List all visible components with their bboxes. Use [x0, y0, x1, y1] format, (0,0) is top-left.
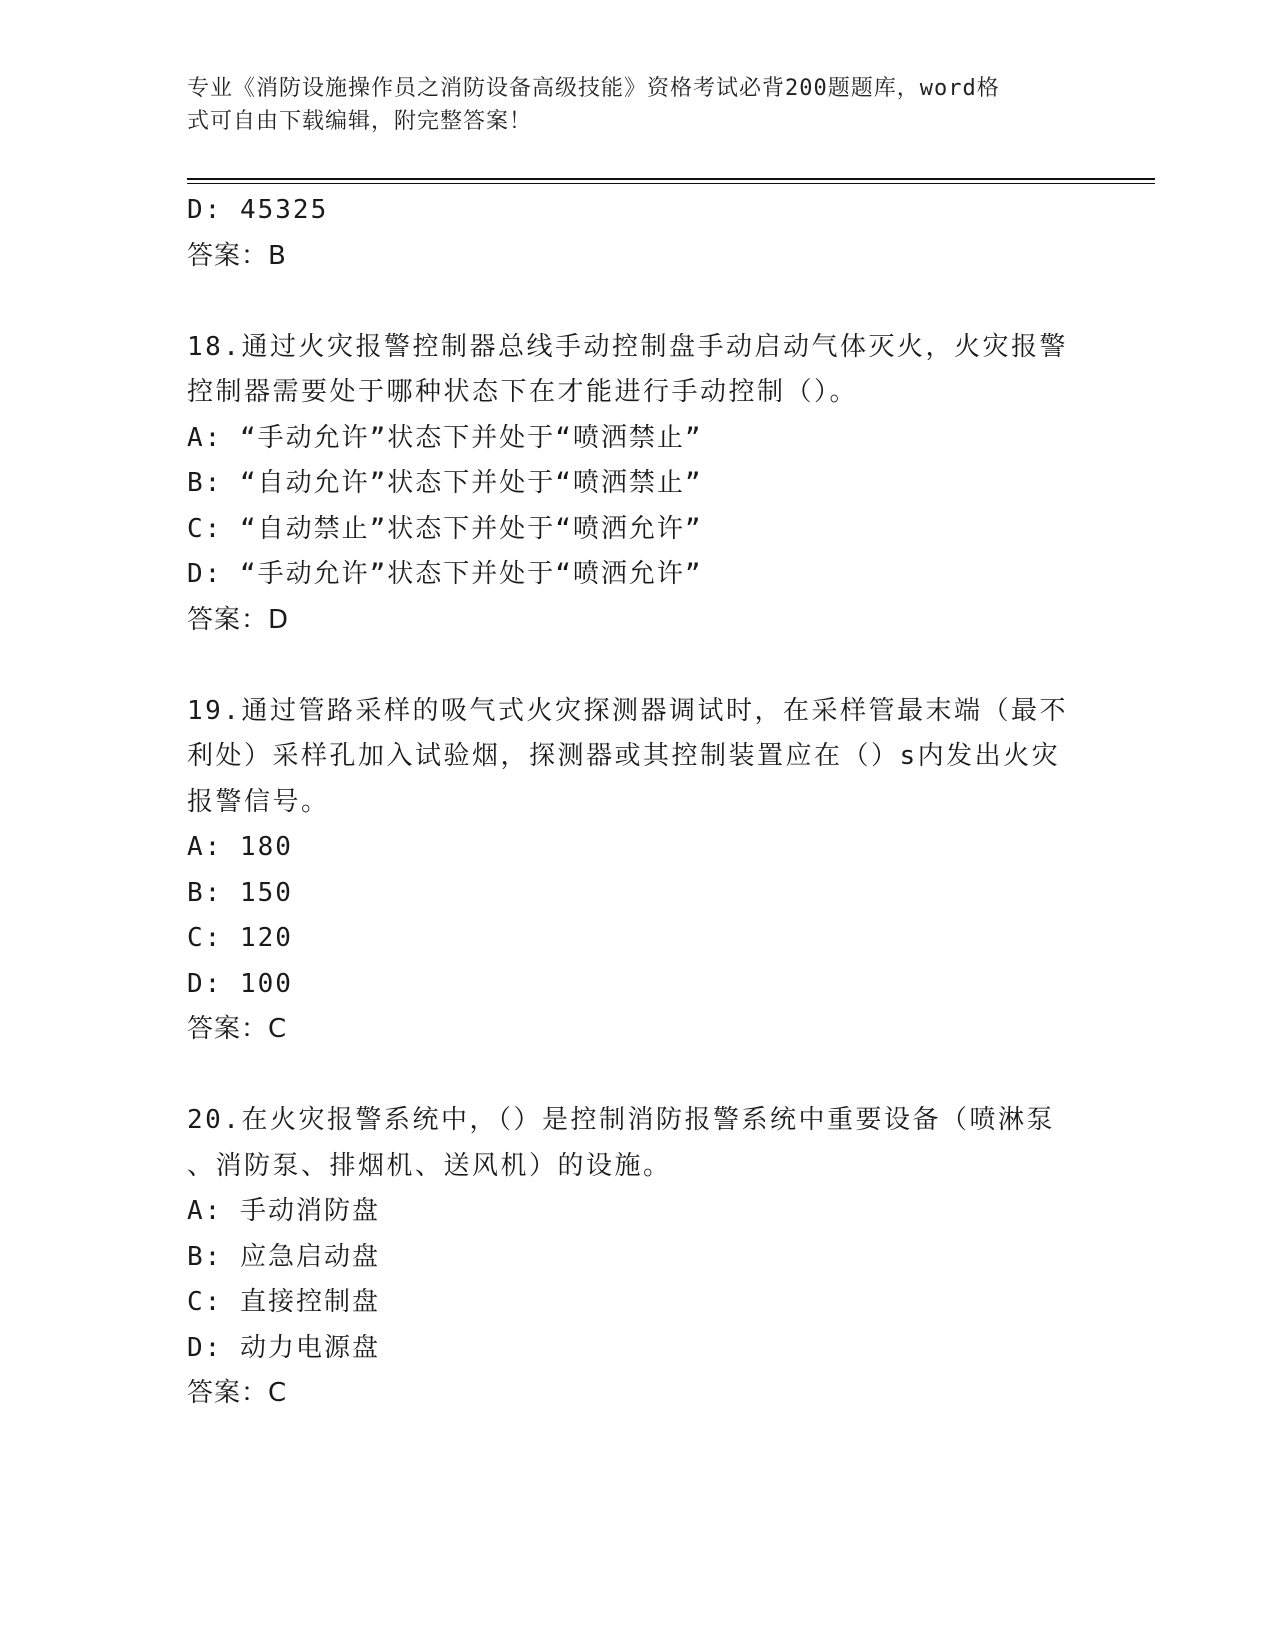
question-line: 利处）采样孔加入试验烟，探测器或其控制装置应在（）s内发出火灾 — [187, 741, 1061, 771]
question-18-option-a: A: “手动允许”状态下并处于“喷洒禁止” — [187, 422, 703, 453]
question-18-option-c: C: “自动禁止”状态下并处于“喷洒允许” — [187, 513, 703, 544]
header-rule-thick — [187, 178, 1155, 180]
question-19-option-c: C: 120 — [187, 923, 293, 953]
question-line: 20.在火灾报警系统中，（）是控制消防报警系统中重要设备（喷淋泵 — [187, 1105, 1055, 1135]
spacer — [187, 279, 1087, 325]
question-20-option-c: C: 直接控制盘 — [187, 1287, 380, 1317]
question-19-option-d: D: 100 — [187, 968, 293, 999]
question-20-text — [187, 1098, 1087, 1189]
question-20-option-a: A: 手动消防盘 — [187, 1196, 380, 1226]
question-18-text — [187, 325, 1087, 416]
question-19-option-b: B: 150 — [187, 877, 293, 908]
question-line: 报警信号。 — [187, 786, 330, 817]
question-19-option-a: A: 180 — [187, 832, 293, 862]
question-19-answer: 答案：C — [187, 1014, 288, 1044]
header-line-2: 式可自由下载编辑，附完整答案！ — [187, 109, 533, 134]
document-body — [187, 188, 1087, 1417]
question-18-option-d: D: “手动允许”状态下并处于“喷洒允许” — [187, 559, 703, 589]
question-line: 18.通过火灾报警控制器总线手动控制盘手动启动气体灭火，火灾报警 — [187, 331, 1068, 362]
question-20-answer: 答案：C — [187, 1378, 288, 1408]
question-line: 控制器需要处于哪种状态下在才能进行手动控制（）。 — [187, 377, 859, 407]
question-line: 19.通过管路采样的吸气式火灾探测器调试时，在采样管最末端（最不 — [187, 695, 1068, 726]
spacer — [187, 643, 1087, 689]
question-20-option-d: D: 动力电源盘 — [187, 1332, 380, 1363]
prev-answer: 答案：B — [187, 240, 287, 271]
question-18-answer: 答案：D — [187, 604, 290, 635]
question-20-option-b: B: 应急启动盘 — [187, 1241, 380, 1272]
question-18-option-b: B: “自动允许”状态下并处于“喷洒禁止” — [187, 468, 703, 498]
document-header — [187, 72, 1067, 138]
prev-option-d: D: 45325 — [187, 195, 329, 225]
question-19-text — [187, 689, 1087, 826]
header-rule-thin — [187, 183, 1155, 184]
header-line-1: 专业《消防设施操作员之消防设备高级技能》资格考试必背200题题库，word格 — [187, 76, 1000, 101]
question-line: 、消防泵、排烟机、送风机）的设施。 — [187, 1150, 672, 1181]
spacer — [187, 1053, 1087, 1099]
